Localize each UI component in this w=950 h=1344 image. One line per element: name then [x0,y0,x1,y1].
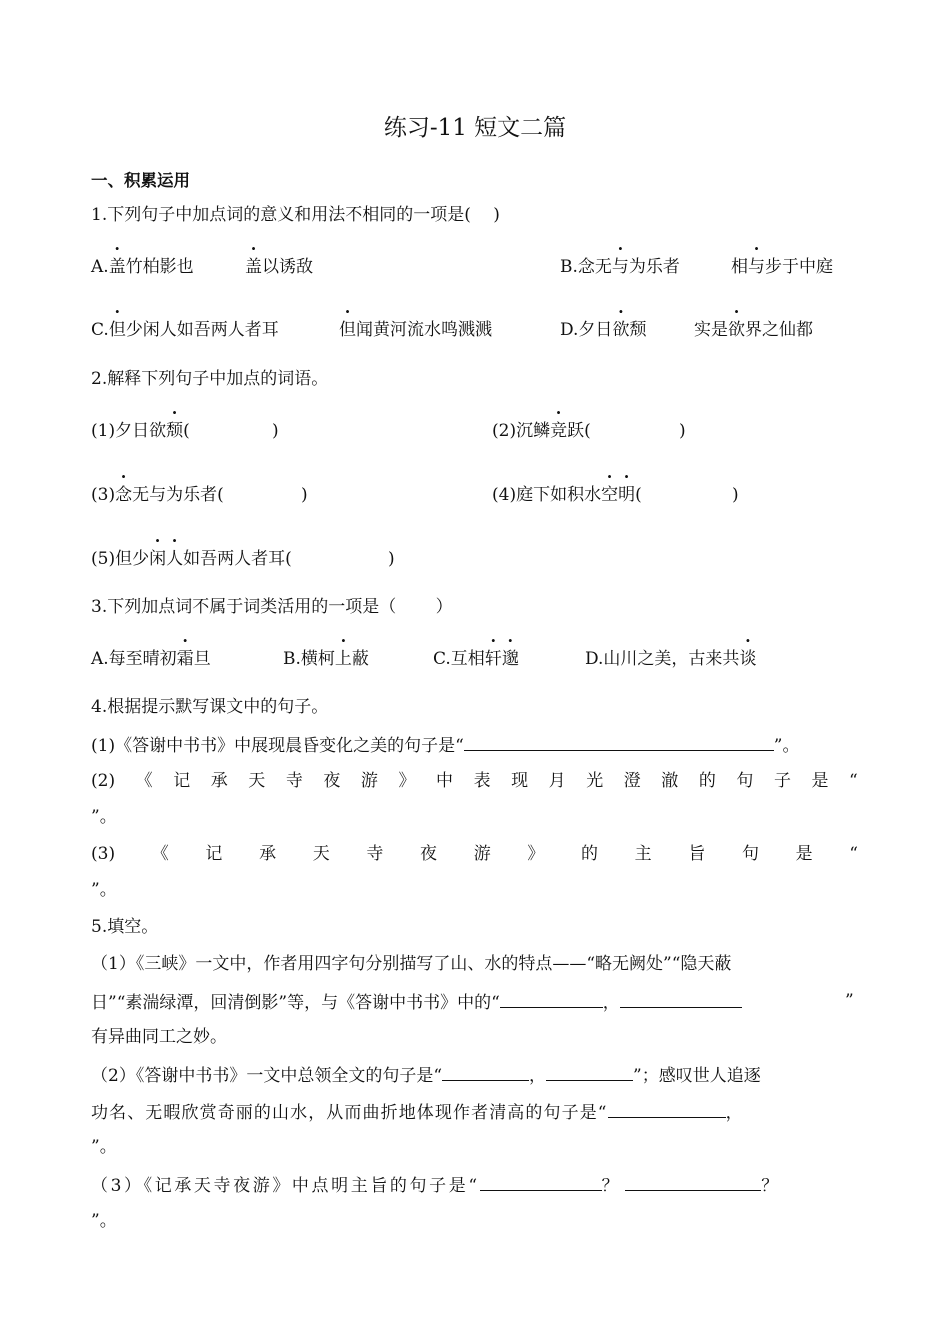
q2-item-4-close: ) [732,485,739,505]
justified-char: 》 [527,844,545,864]
q3-option-d: D.山川之美，古来共谈 [585,649,757,669]
q5-p2-text-end: ”；感叹世人追逐 [633,1066,761,1086]
q5-para-1-line-1: （1）《三峡》一文中，作者用四字句分别描写了山、水的特点——“略无阙处”“隐天蔽 [91,954,732,974]
justified-char: 是 [811,771,829,791]
justified-char: 记 [173,771,191,791]
justified-char: 寺 [366,844,384,864]
answer-blank[interactable] [500,990,603,1008]
justified-char: 句 [736,771,754,791]
q4-line-1 [91,733,799,757]
justified-char: 旨 [688,844,706,864]
dotted-char: 邈 [501,649,519,669]
q5-para-1-line-2 [91,990,742,1014]
q3-option-c: C.互相轩邈 [433,649,519,669]
q2-item-3: (3)念无与为乐者( [91,485,224,505]
q2-item-3-close: ) [301,485,308,505]
justified-char: 主 [634,844,652,864]
dotted-char: 欲 [612,320,630,340]
answer-blank[interactable] [480,1173,602,1191]
section-heading: 一、积累运用 [91,171,190,190]
q4-line-1-text: (1)《答谢中书书》中展现晨昏变化之美的句子是“ [91,736,464,756]
justified-char: 澈 [661,771,679,791]
answer-blank[interactable] [546,1063,633,1081]
q5-p3-text: （3）《记承天寺夜游》中点明主旨的句子是“ [91,1176,480,1196]
dotted-char: 人 [166,549,184,569]
q4-line-1-suffix: ”。 [773,736,800,756]
justified-char: 天 [248,771,266,791]
dotted-char: 上 [334,649,352,669]
justified-char: 寺 [285,771,303,791]
answer-blank[interactable] [625,1173,761,1191]
justified-char: 表 [473,771,491,791]
dotted-char: 欲 [728,320,745,340]
justified-char: 游 [360,771,378,791]
question-mark: ？ [761,1176,781,1196]
q4-line-3 [91,843,858,865]
q3-option-b: B.横柯上蔽 [283,649,369,669]
justified-char: “ [849,771,858,791]
justified-char: 天 [312,844,330,864]
q1-option-d: D.夕日欲颓 [560,320,647,340]
q2-item-1: (1)夕日欲颓( [91,421,190,441]
comma: ， [725,1103,744,1123]
justified-char: (3) [91,844,116,864]
dotted-char: 但 [108,320,126,340]
dotted-char: 但 [339,320,356,340]
question-mark: ？ [601,1176,622,1196]
question-4-stem: 4.根据提示默写课文中的句子。 [91,697,329,717]
comma: ， [602,993,620,1013]
question-3-stem: 3.下列加点词不属于词类活用的一项是（ ） [91,597,453,617]
answer-blank[interactable] [620,990,742,1008]
dotted-char: 闲 [149,549,167,569]
justified-char: 《 [135,771,153,791]
q5-para-3-line-1 [91,1173,781,1197]
dotted-char: 念 [115,485,133,505]
q5-p1-text: 日”“素湍绿潭，回清倒影”等，与《答谢中书书》中的“ [91,993,500,1013]
justified-char: 中 [436,771,454,791]
justified-char: 句 [741,844,759,864]
q5-para-2-close: ”。 [91,1137,117,1157]
justified-char: 承 [210,771,228,791]
question-5-stem: 5.填空。 [91,917,159,937]
q2-item-2: (2)沉鳞竞跃( [492,421,591,441]
dotted-char: 明 [618,485,636,505]
q4-line-2 [91,770,858,792]
q5-para-2-line-2 [91,1100,744,1124]
dotted-char: 与 [611,257,629,277]
q1-option-d-pair: 实是欲界之仙都 [694,320,813,340]
answer-blank[interactable] [464,733,774,751]
dotted-char: 与 [748,257,765,277]
answer-blank[interactable] [608,1100,726,1118]
q2-item-2-close: ) [679,421,686,441]
q5-p2-text: （2）《答谢中书书》一文中总领全文的句子是“ [91,1066,443,1086]
page-title: 练习-11 短文二篇 [383,115,567,141]
q2-item-1-close: ) [272,421,279,441]
q5-p2-text: 功名、无暇欣赏奇丽的山水，从而曲折地体现作者清高的句子是“ [91,1103,608,1123]
justified-char: 夜 [420,844,438,864]
q4-line-3-close: ”。 [91,880,117,900]
q2-item-5: (5)但少闲人如吾两人者耳( [91,549,292,569]
q2-item-4: (4)庭下如积水空明( [492,485,642,505]
q4-line-2-close: ”。 [91,807,117,827]
dotted-char: 颓 [166,421,184,441]
dotted-char: 盖 [108,257,126,277]
justified-char: 承 [259,844,277,864]
dotted-char: 轩 [484,649,502,669]
justified-char: 的 [581,844,598,864]
dotted-char: 谈 [739,649,757,669]
q1-option-c-pair: 但闻黄河流水鸣溅溅 [339,320,492,340]
q5-para-2-line-1 [91,1063,761,1087]
q5-para-3-close: ”。 [91,1211,117,1231]
q1-option-b: B.念无与为乐者 [560,257,680,277]
q2-item-5-close: ) [388,549,395,569]
justified-char: “ [849,844,858,864]
q1-option-a: A.盖竹柏影也 [91,257,194,277]
justified-char: (2) [91,771,116,791]
question-2-stem: 2.解释下列句子中加点的词语。 [91,369,329,389]
justified-char: 《 [151,844,169,864]
dotted-char: 霜 [176,649,194,669]
q1-option-c: C.但少闲人如吾两人者耳 [91,320,279,340]
justified-char: 夜 [323,771,341,791]
q5-para-1-close-quote: ” [845,991,854,1011]
q3-option-a: A.每至晴初霜旦 [91,649,211,669]
justified-char: 记 [205,844,223,864]
justified-char: 游 [473,844,491,864]
justified-char: 现 [511,771,529,791]
dotted-char: 盖 [245,257,262,277]
dotted-char: 竞 [550,421,568,441]
answer-blank[interactable] [442,1063,529,1081]
justified-char: 月 [548,771,566,791]
q5-para-1-line-3: 有异曲同工之妙。 [91,1027,227,1047]
justified-char: 澄 [623,771,641,791]
justified-char: 》 [398,771,416,791]
justified-char: 的 [698,771,716,791]
justified-char: 子 [773,771,791,791]
comma: ， [529,1066,547,1086]
justified-char: 光 [586,771,604,791]
dotted-char: 空 [601,485,619,505]
question-1-stem: 1.下列句子中加点词的意义和用法不相同的一项是( ) [91,205,500,225]
q1-option-a-pair: 盖以诱敌 [245,257,313,277]
q1-option-b-pair: 相与步于中庭 [731,257,833,277]
justified-char: 是 [795,844,813,864]
